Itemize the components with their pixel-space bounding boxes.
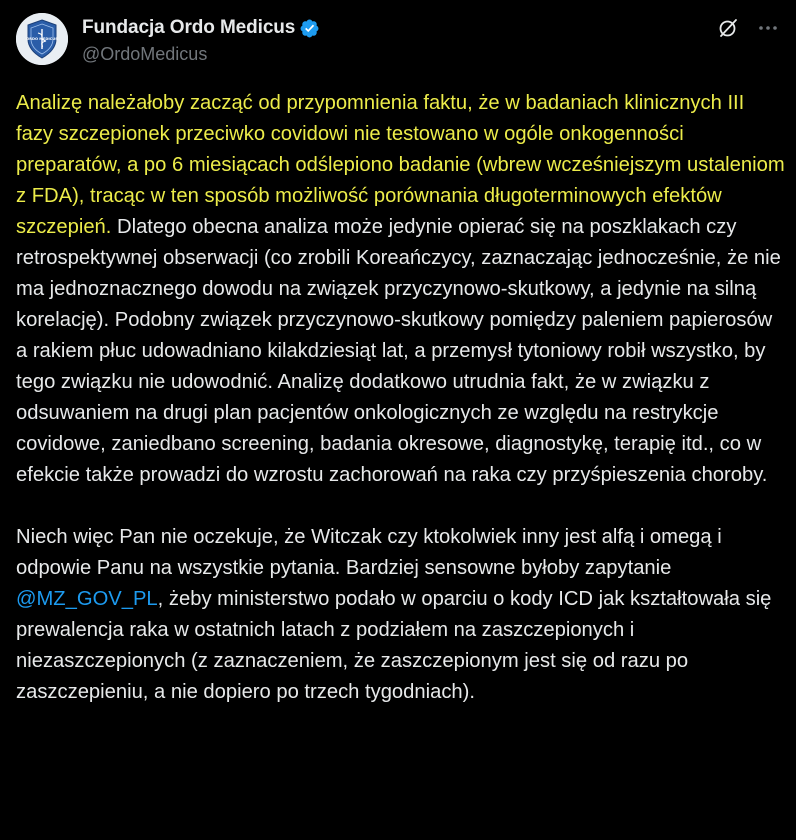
header-actions (716, 16, 780, 40)
tweet-header (16, 13, 780, 67)
paragraph-2-text-before: Niech więc Pan nie oczekuje, że Witczak czy ktokolwiek inny jest alfą i omegą i odpowie Panu na wszystkie pytania. Bardziej sensowne byłoby zapytanie (16, 526, 728, 579)
verified-badge-icon[interactable] (299, 18, 320, 39)
tweet-paragraph-2 (16, 522, 786, 708)
more-dots-icon[interactable] (756, 16, 780, 40)
author-names (82, 16, 320, 65)
avatar-logo-text: ORDO MEDICUS (26, 37, 58, 41)
paragraph-2-text-after: , żeby ministerstwo podało w oparciu o kody ICD jak kształtowała się prewalencja raka w ostatnich latach z podziałem na zaszczepionych i niezaszczepionych (z zaznaczeniem, że zaszczepionym jest się od razu po zaszczepieniu, a nie dopiero po trzech tygodniach). (16, 588, 778, 703)
author-display-name[interactable]: Fundacja Ordo Medicus (82, 17, 296, 38)
paragraph-1-text: Dlatego obecna analiza może jedynie opierać się na poszklakach czy retrospektywnej obserwacji (co zrobili Koreańczycy, zaznaczając jednocześnie, że nie ma jednoznacznego dowodu na związek przyczynowo-skutkowy, a jedynie na silną korelację). Podobny związek przyczynowo-skutkowy pomiędzy paleniem papierosów a rakiem płuc udowadniano kilakdziesiąt lat, a przemysł tytoniowy robił wszystko, by tego związku nie udowodnić. Analizę dodatkowo utrudnia fakt, że w związku z odsuwaniem na drugi plan pacjentów onkologicznych ze względu na restrykcje covidowe, zaniedbano screening, badania okresowe, diagnostykę, terapię itd., co w efekcie także prowadzi do wzrostu zachorowań na raka czy przyśpieszenia choroby. (16, 216, 787, 486)
mention-link[interactable]: @MZ_GOV_PL (16, 588, 158, 610)
shield-logo-icon (16, 13, 68, 65)
tweet-paragraph-1 (16, 88, 791, 491)
highlighted-text: Analizę należałoby zacząć od przypomnienia faktu, że w badaniach klinicznych III fazy szczepionek przeciwko covidowi nie testowano w ogóle onkogenności preparatów, a po 6 miesiącach odślepiono badanie (wbrew wcześniejszym ustaleniom z FDA), tracąc w ten sposób możliwość porównania długoterminowych efektów szczepień. (16, 92, 791, 238)
author-handle[interactable]: @OrdoMedicus (82, 44, 208, 64)
grok-slash-icon[interactable] (716, 16, 740, 40)
tweet-text (16, 88, 791, 708)
avatar[interactable] (16, 13, 68, 65)
